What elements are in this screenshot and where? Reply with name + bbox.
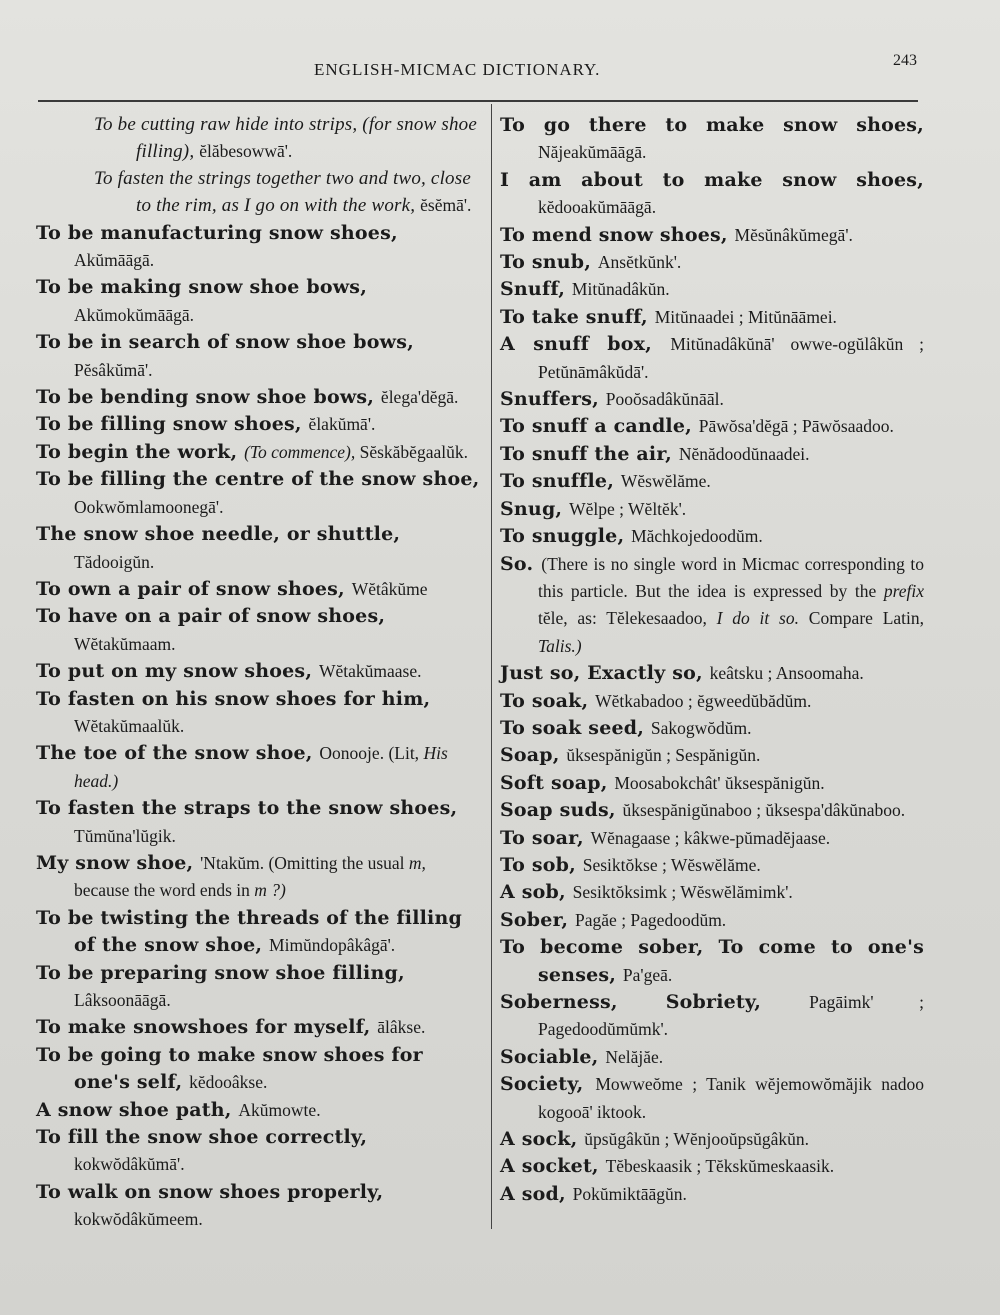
dictionary-entry (500, 715, 924, 742)
entry-headword: To be in search of snow shoe bows, (36, 331, 414, 354)
entry-headword: To fasten the straps to the snow shoes, (36, 797, 458, 820)
entry-headword: So. (500, 552, 542, 575)
entry-translation: kĕdooakŭmāāgā. (538, 197, 657, 218)
entry-headword: Soap suds, (500, 799, 623, 822)
entry-headword: To walk on snow shoes properly, (36, 1180, 384, 1203)
dictionary-entry (500, 907, 924, 934)
entry-translation: ŭpsŭgâkŭn ; Wĕnjooŭpsŭgâkŭn. (584, 1129, 810, 1150)
entry-headword: To be filling the centre of the snow shoe, (36, 468, 480, 491)
dictionary-entry (36, 1014, 482, 1041)
dictionary-entry (500, 331, 924, 386)
entry-headword: To begin the work, (36, 440, 245, 463)
entry-translation: Wĕtakŭmaase. (318, 661, 422, 682)
entry-translation: Wĕtkabadoo ; ĕgweedŭbădŭm. (595, 690, 812, 711)
entry-headword: To take snuff, (500, 305, 655, 328)
dictionary-entry (36, 658, 482, 685)
entry-translation: Nelăjăe. (605, 1046, 664, 1067)
entry-headword: To snuggle, (500, 525, 632, 548)
entry-translation: ŭksespănigŭn ; Sespănigŭn. (566, 745, 761, 766)
entry-translation: ĕlega'dĕgā. (380, 387, 459, 408)
entry-headword: The snow shoe needle, or shuttle, (36, 523, 401, 546)
column-divider (491, 104, 492, 1229)
entry-translation: Ookwŏmlamoonegā'. (74, 496, 224, 517)
entry-translation: Mitŭnadâkŭn. (571, 279, 670, 300)
entry-headword: To mend snow shoes, (500, 223, 735, 246)
dictionary-entry (36, 411, 482, 438)
dictionary-entry (500, 222, 924, 249)
entry-translation: Pagăe ; Pagedoodŭm. (575, 909, 727, 930)
entry-translation: tĕle, as: Tĕlekesaadoo, (538, 608, 717, 629)
dictionary-entry (500, 1181, 924, 1208)
left-column (36, 112, 482, 1234)
dictionary-entry (500, 523, 924, 550)
entry-translation: Măchkojedoodŭm. (631, 526, 763, 547)
entry-headword: To fill the snow shoe correctly, (36, 1126, 368, 1149)
entry-translation: Akŭmokŭmāāgā. (74, 304, 195, 325)
dictionary-entry (36, 220, 482, 275)
entry-translation: Năjeakŭmāāgā. (538, 142, 647, 163)
entry-headword: To make snowshoes for myself, (36, 1016, 378, 1039)
dictionary-entry (500, 441, 924, 468)
entry-headword: To fasten the strings together two and two, close to the rim, as I go on with the work, (94, 167, 471, 217)
entry-translation: Sesiktŏkse ; Wĕswĕlăme. (582, 854, 761, 875)
entry-headword: To be going to make snow shoes for one's self, (36, 1043, 423, 1094)
dictionary-entry (500, 167, 924, 222)
right-column (500, 112, 924, 1208)
entry-headword: To be bending snow shoe bows, (36, 386, 381, 409)
entry-headword: To become sober, To come to one's senses, (500, 936, 924, 986)
entry-translation: kokwŏdâkŭmeem. (74, 1209, 203, 1230)
entry-headword: The toe of the snow shoe, (36, 742, 320, 765)
entry-headword: To be manufacturing snow shoes, (36, 221, 398, 244)
running-head (0, 52, 1000, 88)
entry-headword: Society, (500, 1073, 596, 1096)
entry-translation: Mitŭnaadei ; Mitŭnāāmei. (654, 306, 837, 327)
dictionary-entry (36, 905, 482, 960)
entry-translation: Pagāimk' ; Pagedoodŭmŭmk'. (538, 992, 924, 1040)
entry-translation: Nĕnădoodŭnaadei. (678, 443, 810, 464)
dictionary-entry (500, 825, 924, 852)
entry-headword: A sock, (500, 1128, 585, 1151)
entry-translation: (There is no single word in Micmac corresponding to this particle. But the idea is expressed by the (538, 553, 924, 601)
entry-headword: To have on a pair of snow shoes, (36, 605, 386, 628)
entry-headword: A socket, (500, 1155, 606, 1178)
entry-headword: Soberness, Sobriety, (500, 991, 810, 1013)
entry-headword: Snuffers, (500, 388, 606, 411)
entry-translation: Tĕbeskaasik ; Tĕkskŭmeskaasik. (605, 1156, 835, 1177)
dictionary-entry (500, 797, 924, 824)
entry-headword: Just so, Exactly so, (500, 662, 710, 685)
entry-translation: ŭksespănigŭnaboo ; ŭksespa'dâkŭnaboo. (622, 800, 906, 821)
entry-headword: Snug, (500, 497, 570, 520)
entry-translation: Compare Latin, (799, 608, 925, 629)
dictionary-entry (36, 466, 482, 521)
entry-translation: Pokŭmiktāāgŭn. (572, 1183, 687, 1204)
dictionary-entry (500, 1071, 924, 1126)
entry-translation: Tădooigŭn. (74, 551, 155, 572)
dictionary-entry (500, 468, 924, 495)
entry-headword: To soar, (500, 826, 591, 849)
dictionary-entry (500, 934, 924, 989)
entry-translation: ĕsĕmā'. (420, 195, 472, 216)
dictionary-entry (500, 112, 924, 167)
dictionary-entry (36, 329, 482, 384)
header-rule (38, 100, 918, 102)
entry-translation: Mimŭndopâkâgā'. (269, 935, 396, 956)
entry-translation: ĕlakŭmā'. (308, 414, 376, 435)
dictionary-entry (36, 850, 482, 905)
entry-translation: ālâkse. (377, 1017, 426, 1038)
entry-headword: A snuff box, (500, 333, 671, 356)
entry-translation: Mowweŏme ; Tanik wĕjemowŏmăjik nadoo kogooā' iktook. (538, 1074, 924, 1122)
entry-translation: Mĕsŭnâkŭmegā'. (734, 224, 853, 245)
dictionary-entry (500, 989, 924, 1044)
entry-headword: My snow shoe, (36, 851, 201, 874)
entry-headword: To snub, (500, 251, 598, 274)
dictionary-entry (500, 304, 924, 331)
dictionary-entry (36, 1179, 482, 1234)
entry-headword: Snuff, (500, 278, 572, 301)
dictionary-entry (500, 688, 924, 715)
entry-translation: Lâksoonāāgā. (74, 990, 171, 1010)
entry-headword: To sob, (500, 853, 583, 876)
dictionary-entry (36, 1097, 482, 1124)
page-number: 243 (893, 52, 917, 69)
entry-translation: because the word ends in (74, 880, 255, 901)
entry-translation: Wĕnagaase ; kâkwe-pŭmadĕjaase. (590, 827, 831, 848)
entry-headword: To snuffle, (500, 470, 621, 493)
entry-translation: m ?) (254, 880, 286, 901)
entry-headword: To be making snow shoe bows, (36, 276, 368, 299)
entry-headword: A sod, (500, 1182, 573, 1205)
entry-headword: Soap, (500, 744, 567, 767)
entry-translation: Ansĕtkŭnk'. (597, 252, 682, 273)
dictionary-entry (36, 603, 482, 658)
dictionary-entry (500, 1044, 924, 1071)
dictionary-entry (36, 740, 482, 795)
entry-headword: To soak, (500, 689, 596, 712)
entry-headword: To be twisting the threads of the filling of the snow shoe, (36, 906, 462, 957)
entry-headword: Soft soap, (500, 771, 615, 794)
dictionary-entry (500, 660, 924, 687)
entry-translation: I do it so. (716, 608, 799, 629)
entry-headword: To be preparing snow shoe filling, (36, 961, 405, 984)
dictionary-entry (36, 439, 482, 466)
entry-headword: To put on my snow shoes, (36, 660, 319, 683)
entry-translation: Talis.) (538, 635, 582, 656)
entry-translation: keâtsku ; Ansoomaha. (709, 663, 864, 684)
entry-translation: Akŭmowte. (238, 1099, 321, 1120)
entry-translation: Wĕswĕlăme. (620, 471, 711, 492)
dictionary-entry (94, 112, 482, 166)
entry-headword: A snow shoe path, (36, 1098, 239, 1121)
dictionary-entry (36, 521, 482, 576)
entry-translation: Wĕtakŭmaalŭk. (74, 715, 185, 736)
entry-translation: Pa'geā. (622, 964, 673, 985)
entry-headword: Sober, (500, 908, 576, 931)
dictionary-entry (500, 1153, 924, 1180)
entry-headword: To soak seed, (500, 716, 651, 739)
dictionary-entry (36, 1042, 482, 1097)
dictionary-entry (36, 1124, 482, 1179)
dictionary-entry (500, 276, 924, 303)
entry-translation: Sakogwŏdŭm. (650, 717, 752, 738)
entry-translation: Akŭmāāgā. (74, 250, 155, 271)
entry-headword: To be filling snow shoes, (36, 413, 309, 436)
entry-translation: Sesiktŏksimk ; Wĕswĕlămimk'. (572, 882, 793, 903)
entry-headword: To snuff a candle, (500, 415, 699, 438)
dictionary-entry (500, 770, 924, 797)
dictionary-entry (500, 879, 924, 906)
dictionary-entry (500, 386, 924, 413)
dictionary-entry (500, 551, 924, 661)
entry-translation: prefix (883, 580, 924, 601)
entry-translation: Pooŏsadâkŭnāāl. (605, 389, 724, 410)
entry-translation: kĕdooâkse. (189, 1072, 268, 1093)
dictionary-entry (36, 274, 482, 329)
entry-translation: 'Ntakŭm. (Omitting the usual (200, 852, 409, 873)
entry-translation: (To commence), (244, 441, 360, 462)
dictionary-entry (94, 166, 482, 220)
dictionary-entry (36, 686, 482, 741)
dictionary-entry (36, 960, 482, 1015)
entry-headword: To snuff the air, (500, 442, 679, 465)
entry-headword: To fasten on his snow shoes for him, (36, 687, 431, 710)
dictionary-entry (500, 413, 924, 440)
dictionary-entry (500, 1126, 924, 1153)
entry-translation: Mitŭnadâkŭnā' owwe-ogŭlâkŭn ; Petŭnāmâkŭdā'. (538, 334, 924, 382)
entry-translation: kokwŏdâkŭmā'. (74, 1154, 185, 1175)
dictionary-entry (36, 576, 482, 603)
entry-headword: Sociable, (500, 1045, 606, 1068)
entry-translation: Pĕsâkŭmā'. (74, 359, 153, 380)
entry-headword: To go there to make snow shoes, (500, 114, 924, 136)
entry-translation: m, (408, 852, 426, 873)
entry-translation: Tŭmŭna'lŭgik. (74, 825, 176, 846)
entry-headword: To own a pair of snow shoes, (36, 577, 352, 600)
dictionary-entry (500, 249, 924, 276)
entry-headword: A sob, (500, 881, 573, 904)
entry-translation: Pāwŏsa'dĕgā ; Pāwŏsaadoo. (698, 416, 894, 437)
dictionary-entry (36, 384, 482, 411)
entry-translation: Moosabokchât' ŭksespănigŭn. (614, 772, 825, 793)
entry-translation: Wĕtakŭmaam. (74, 633, 176, 654)
entry-translation: His head.) (74, 743, 448, 791)
page-title: ENGLISH-MICMAC DICTIONARY. (314, 60, 601, 79)
entry-translation: ĕlăbesowwā'. (199, 141, 293, 162)
dictionary-entry (36, 795, 482, 850)
entry-translation: Wĕtâkŭme (351, 578, 428, 599)
dictionary-entry (500, 852, 924, 879)
dictionary-entry (500, 742, 924, 769)
entry-translation: Oonooje. (Lit, (319, 743, 424, 764)
entry-headword: I am about to make snow shoes, (500, 168, 924, 191)
dictionary-entry (500, 496, 924, 523)
entry-headword: To be cutting raw hide into strips, (for snow shoe filling), (94, 114, 477, 163)
entry-translation: Wĕlpe ; Wĕltĕk'. (569, 498, 687, 519)
entry-translation: Sĕskăbĕgaalŭk. (359, 441, 468, 462)
